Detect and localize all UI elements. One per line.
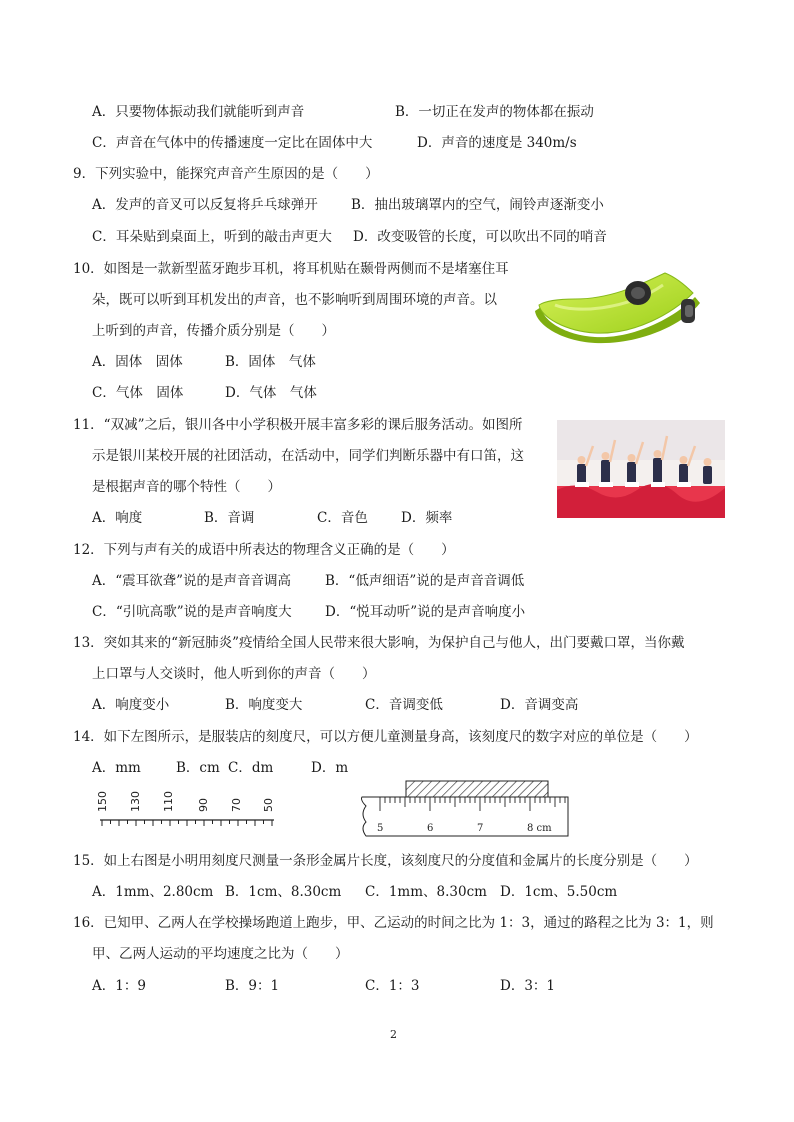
q9-stem: 9．下列实验中，能探究声音产生原因的是（ ） [73,166,379,182]
q14-option-c: C．dm [228,760,274,776]
q16-option-b: B．9：1 [225,978,280,994]
q13-stem-line2: 上口罩与人交谈时，他人听到你的声音（ ） [92,666,376,682]
q14-option-a: A．mm [92,760,141,776]
q15-option-b: B．1cm、8.30cm [225,884,342,900]
metal-strip-ruler-figure [358,778,578,840]
ruler-mark-8cm: 8 cm [527,823,552,834]
q10-stem-line3: 上听到的声音，传播介质分别是（ ） [92,323,335,339]
q15-option-a: A．1mm、2.80cm [92,884,214,900]
ruler-label-130: 130 [129,791,142,812]
q11-option-b: B．音调 [204,510,255,526]
q15-option-d: D．1cm、5.50cm [500,884,618,900]
q13-option-c: C．音调变低 [365,697,443,713]
height-ruler-figure [92,782,282,828]
q16-stem-line2: 甲、乙两人运动的平均速度之比为（ ） [92,946,349,962]
q12-stem: 12．下列与声有关的成语中所表达的物理含义正确的是（ ） [73,542,455,558]
q16-option-d: D．3：1 [500,978,556,994]
q13-option-a: A．响度变小 [92,697,170,713]
q11-option-a: A．响度 [92,510,143,526]
q11-option-d: D．频率 [401,510,453,526]
q9-option-b: B．抽出玻璃罩内的空气，闹铃声逐渐变小 [351,197,604,213]
q11-stem-line1: 11．“双减”之后，银川各中小学积极开展丰富多彩的课后服务活动。如图所 [73,417,523,433]
q8-option-c: C．声音在气体中的传播速度一定比在固体中大 [92,135,373,151]
q11-stem-line3: 是根据声音的哪个特性（ ） [92,479,281,495]
q12-option-b: B．“低声细语”说的是声音音调低 [325,573,525,589]
q9-option-c: C．耳朵贴到桌面上，听到的敲击声更大 [92,229,332,245]
q16-option-c: C．1：3 [365,978,420,994]
q13-stem-line1: 13．突如其来的“新冠肺炎”疫情给全国人民带来很大影响，为保护自己与他人，出门要戴口罩，当你戴 [73,635,685,651]
q12-option-a: A．“震耳欲聋”说的是声音音调高 [92,573,292,589]
q8-option-a: A．只要物体振动我们就能听到声音 [92,104,305,120]
q16-stem-line1: 16．已知甲、乙两人在学校操场跑道上跑步，甲、乙运动的时间之比为 1：3，通过的路程之比为 3：1，则 [73,915,714,931]
q10-option-d: D．气体 气体 [225,385,317,401]
ruler-mark-7: 7 [477,823,484,834]
q10-stem-line2: 朵，既可以听到耳机发出的声音，也不影响听到周围环境的声音。以 [92,292,497,308]
q9-option-a: A．发声的音叉可以反复将乒乓球弹开 [92,197,318,213]
q12-option-c: C．“引吭高歌”说的是声音响度大 [92,604,292,620]
q11-option-c: C．音色 [317,510,368,526]
q11-stem-line2: 示是银川某校开展的社团活动，在活动中，同学们判断乐器中有口笛，这 [92,448,524,464]
q15-stem: 15．如上右图是小明用刻度尺测量一条形金属片长度，该刻度尺的分度值和金属片的长度分别是（ ） [73,853,698,869]
q12-option-d: D．“悦耳动听”说的是声音响度小 [325,604,526,620]
q14-stem: 14．如下左图所示，是服装店的刻度尺，可以方便儿童测量身高，该刻度尺的数字对应的单位是（ ） [73,729,698,745]
school-club-activity-photo [557,420,725,518]
ruler-label-50: 50 [262,798,275,812]
ruler-label-150: 150 [96,791,109,812]
ruler-mark-6: 6 [427,823,434,834]
page-number: 2 [390,1028,397,1041]
q10-option-b: B．固体 气体 [225,354,316,370]
q10-stem-line1: 10．如图是一款新型蓝牙跑步耳机，将耳机贴在颞骨两侧而不是堵塞住耳 [73,261,509,277]
q10-option-a: A．固体 固体 [92,354,183,370]
q9-option-d: D．改变吸管的长度，可以吹出不同的哨音 [353,229,607,245]
ruler-label-110: 110 [162,791,175,812]
bluetooth-headphone-image [535,255,703,345]
q15-option-c: C．1mm、8.30cm [365,884,487,900]
q13-option-d: D．音调变高 [500,697,579,713]
q8-option-b: B．一切正在发声的物体都在振动 [395,104,594,120]
ruler-label-70: 70 [230,798,243,812]
q8-option-d: D．声音的速度是 340m/s [417,135,577,151]
q14-option-d: D．m [311,760,349,776]
metal-strip [406,781,548,797]
q13-option-b: B．响度变大 [225,697,303,713]
ruler-label-90: 90 [197,798,210,812]
q10-option-c: C．气体 固体 [92,385,184,401]
ruler-mark-5: 5 [377,823,384,834]
q16-option-a: A．1：9 [92,978,146,994]
q14-option-b: B．cm [176,760,220,776]
